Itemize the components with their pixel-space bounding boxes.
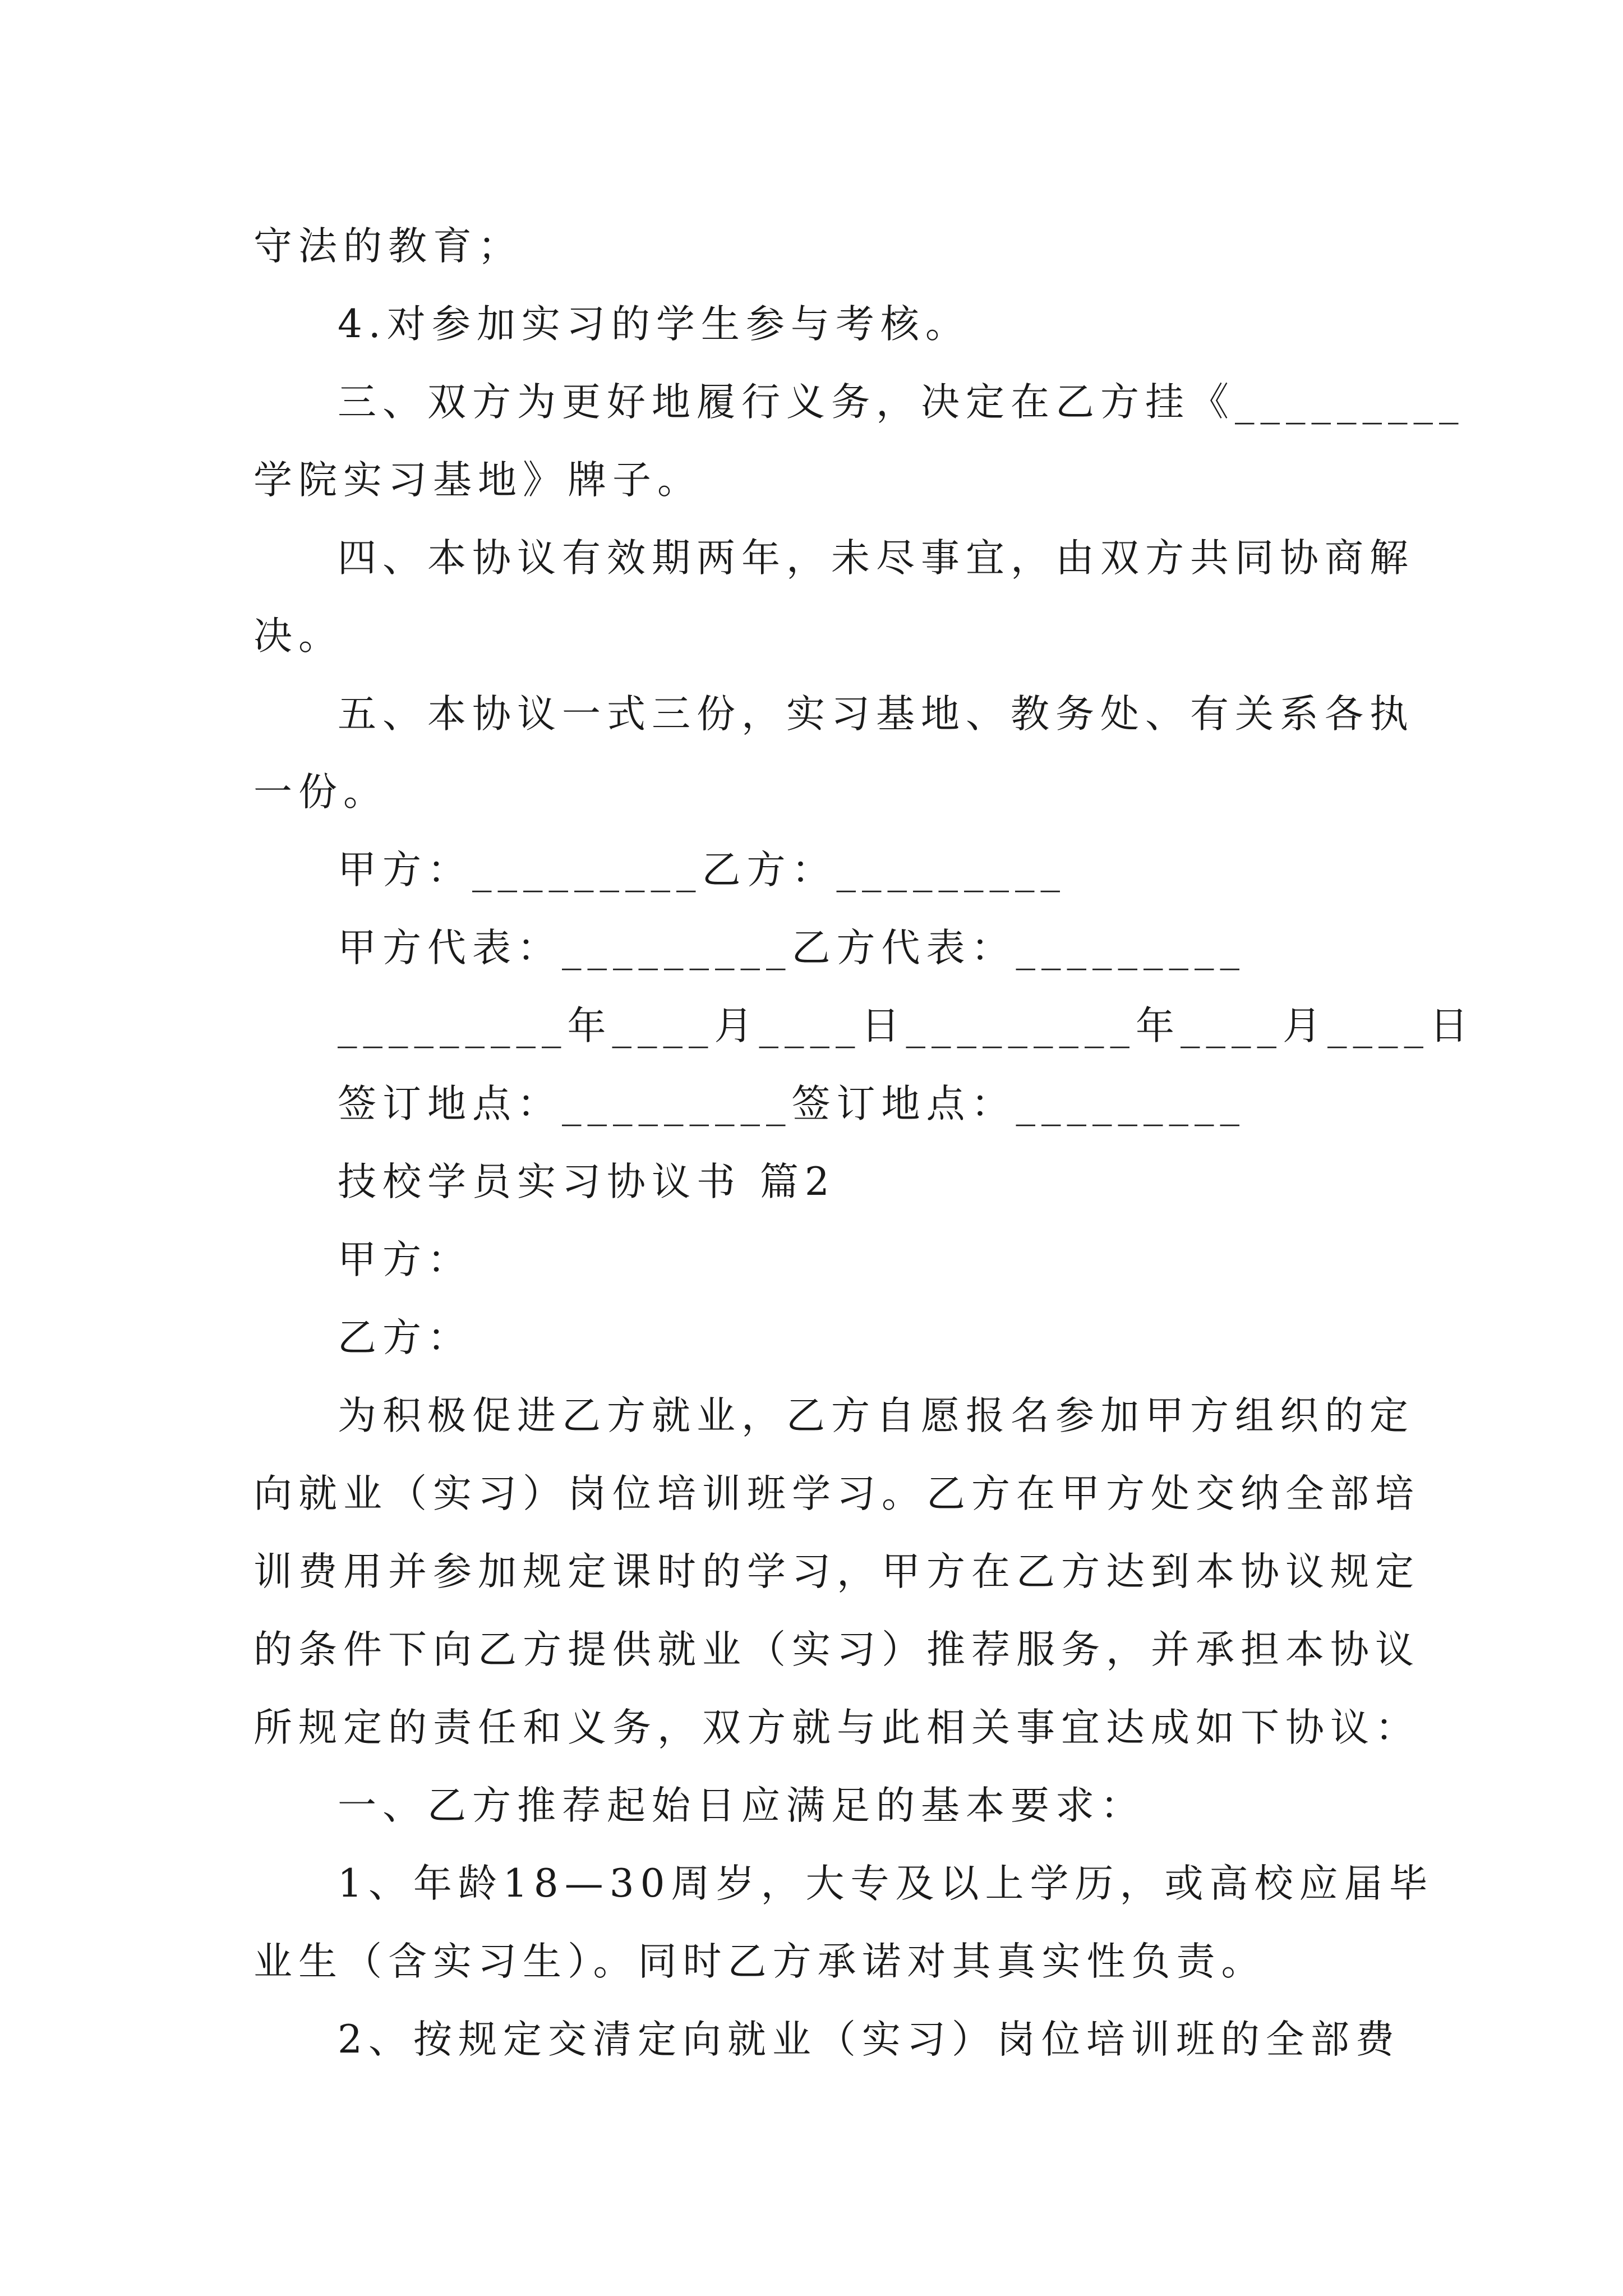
text-line: 的条件下向乙方提供就业（实习）推荐服务，并承担本协议 [253, 1627, 1420, 1672]
text-line: 技校学员实习协议书 篇2 [338, 1159, 836, 1204]
text-line: 所规定的责任和义务，双方就与此相关事宜达成如下协议： [253, 1705, 1420, 1750]
text-line: 签订地点：_________签订地点：_________ [338, 1082, 1246, 1126]
text-line: 甲方： [338, 1237, 472, 1282]
text-line: 一份。 [253, 770, 388, 815]
text-line: 四、本协议有效期两年，未尽事宜，由双方共同协商解 [338, 536, 1414, 581]
text-line: 训费用并参加规定课时的学习，甲方在乙方达到本协议规定 [253, 1549, 1420, 1594]
text-line: 一、乙方推荐起始日应满足的基本要求： [338, 1783, 1145, 1828]
text-line: 向就业（实习）岗位培训班学习。乙方在甲方处交纳全部培 [253, 1471, 1420, 1516]
text-line: 甲方：_________乙方：_________ [338, 848, 1066, 892]
text-line: 2、按规定交清定向就业（实习）岗位培训班的全部费 [338, 2017, 1400, 2062]
text-line: 学院实习基地》牌子。 [253, 458, 702, 503]
text-line: _________年____月____日_________年____月____日 [338, 1004, 1474, 1048]
text-line: 三、双方为更好地履行义务，决定在乙方挂《_________ [338, 380, 1465, 425]
text-line: 守法的教育； [253, 224, 523, 269]
text-line: 决。 [253, 614, 343, 659]
text-line: 1、年龄18—30周岁，大专及以上学历，或高校应届毕 [338, 1861, 1434, 1906]
text-line: 甲方代表：_________乙方代表：_________ [338, 926, 1246, 970]
text-line: 业生（含实习生）。同时乙方承诺对其真实性负责。 [253, 1939, 1266, 1984]
text-line: 4.对参加实习的学生参与考核。 [338, 302, 970, 347]
text-line: 乙方： [338, 1315, 472, 1360]
document-body [253, 208, 1474, 2079]
text-line: 五、本协议一式三份，实习基地、教务处、有关系各执 [338, 692, 1414, 737]
text-line: 为积极促进乙方就业，乙方自愿报名参加甲方组织的定 [338, 1393, 1414, 1438]
